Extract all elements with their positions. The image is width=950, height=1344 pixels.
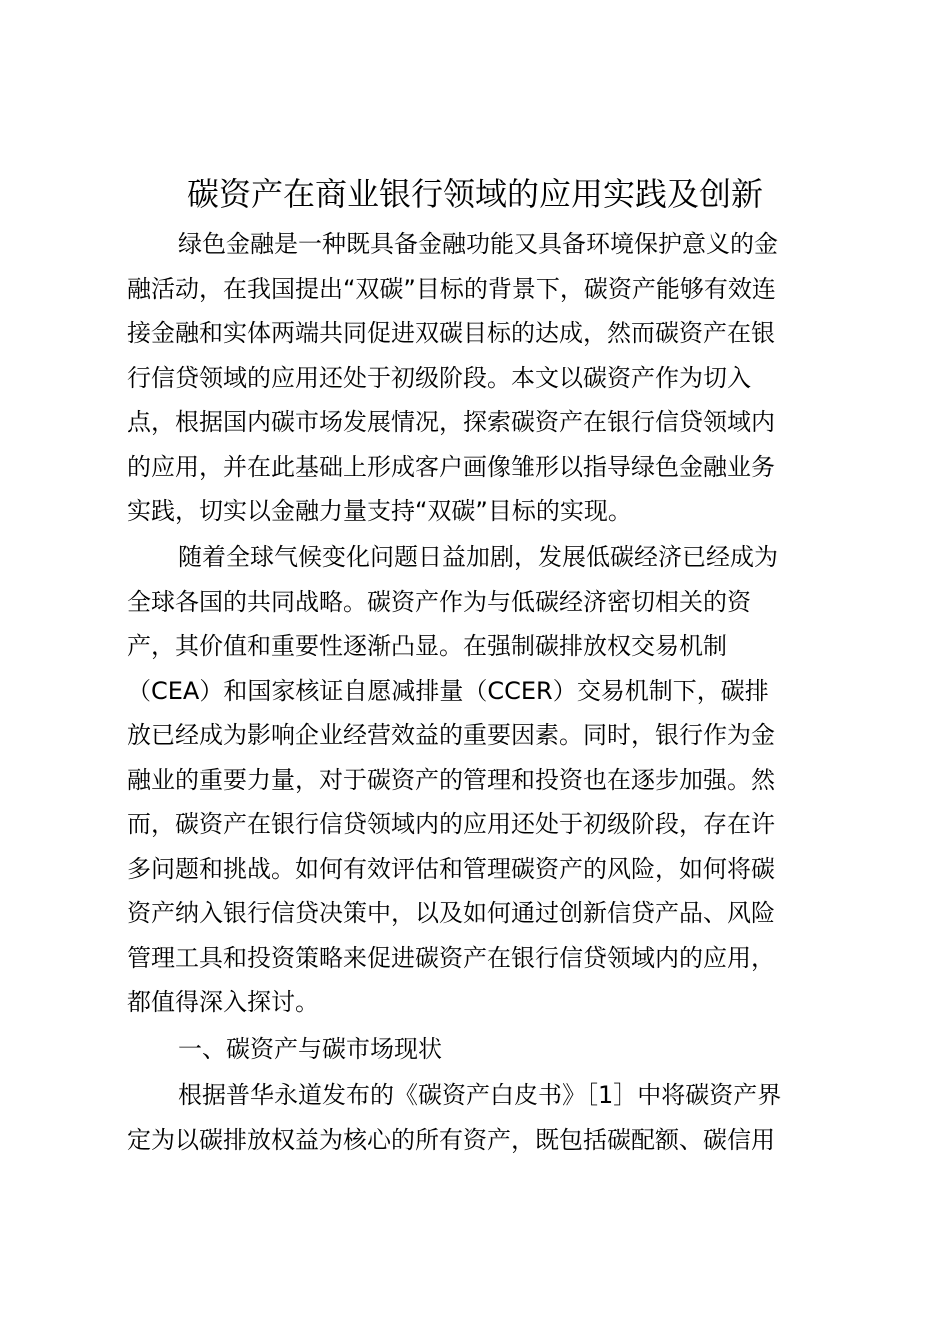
paragraph-introduction [127,535,847,1025]
text-line: 管理工具和投资策略来促进碳资产在银行信贷领域内的应用， [127,943,775,972]
text-line: 实践，切实以金融力量支持“双碳”目标的实现。 [127,497,632,525]
text-line: 根据普华永道发布的《碳资产白皮书》［1］中将碳资产界 [178,1081,782,1109]
text-line: 点，根据国内碳市场发展情况，探索碳资产在银行信贷领域内 [127,408,775,436]
text-line: 全球各国的共同战略。碳资产作为与低碳经济密切相关的资 [127,587,751,616]
text-line: 产，其价值和重要性逐渐凸显。在强制碳排放权交易机制 [127,632,727,660]
text-line: 绿色金融是一种既具备金融功能又具备环境保护意义的金 [178,230,778,258]
heading-text: 一、碳资产与碳市场现状 [178,1035,442,1063]
document-title: 碳资产在商业银行领域的应用实践及创新 [186,175,763,213]
text-line: 的应用，并在此基础上形成客户画像雏形以指导绿色金融业务 [127,452,775,481]
text-line: 多问题和挑战。如何有效评估和管理碳资产的风险，如何将碳 [127,854,775,883]
text-line: 行信贷领域的应用还处于初级阶段。本文以碳资产作为切入 [127,363,751,392]
text-line: 融业的重要力量，对于碳资产的管理和投资也在逐步加强。然 [127,765,775,794]
text-line: 定为以碳排放权益为核心的所有资产，既包括碳配额、碳信用 [127,1125,775,1154]
text-line: 都值得深入探讨。 [127,988,319,1016]
text-line: 接金融和实体两端共同促进双碳目标的达成，然而碳资产在银 [127,319,775,347]
text-line: 融活动，在我国提出“双碳”目标的背景下，碳资产能够有效连 [127,274,776,303]
text-line: 而，碳资产在银行信贷领域内的应用还处于初级阶段，存在许 [127,810,775,838]
paragraph-carbon-asset-definition [127,1073,847,1162]
text-line: 资产纳入银行信贷决策中，以及如何通过创新信贷产品、风险 [127,899,775,927]
text-line: 随着全球气候变化问题日益加剧，发展低碳经济已经成为 [178,543,778,571]
text-line: 放已经成为影响企业经营效益的重要因素。同时，银行作为金 [127,721,775,749]
text-line: （CEA）和国家核证自愿减排量（CCER）交易机制下，碳排 [127,676,769,705]
paragraph-abstract [127,222,847,534]
section-heading [127,1027,847,1072]
